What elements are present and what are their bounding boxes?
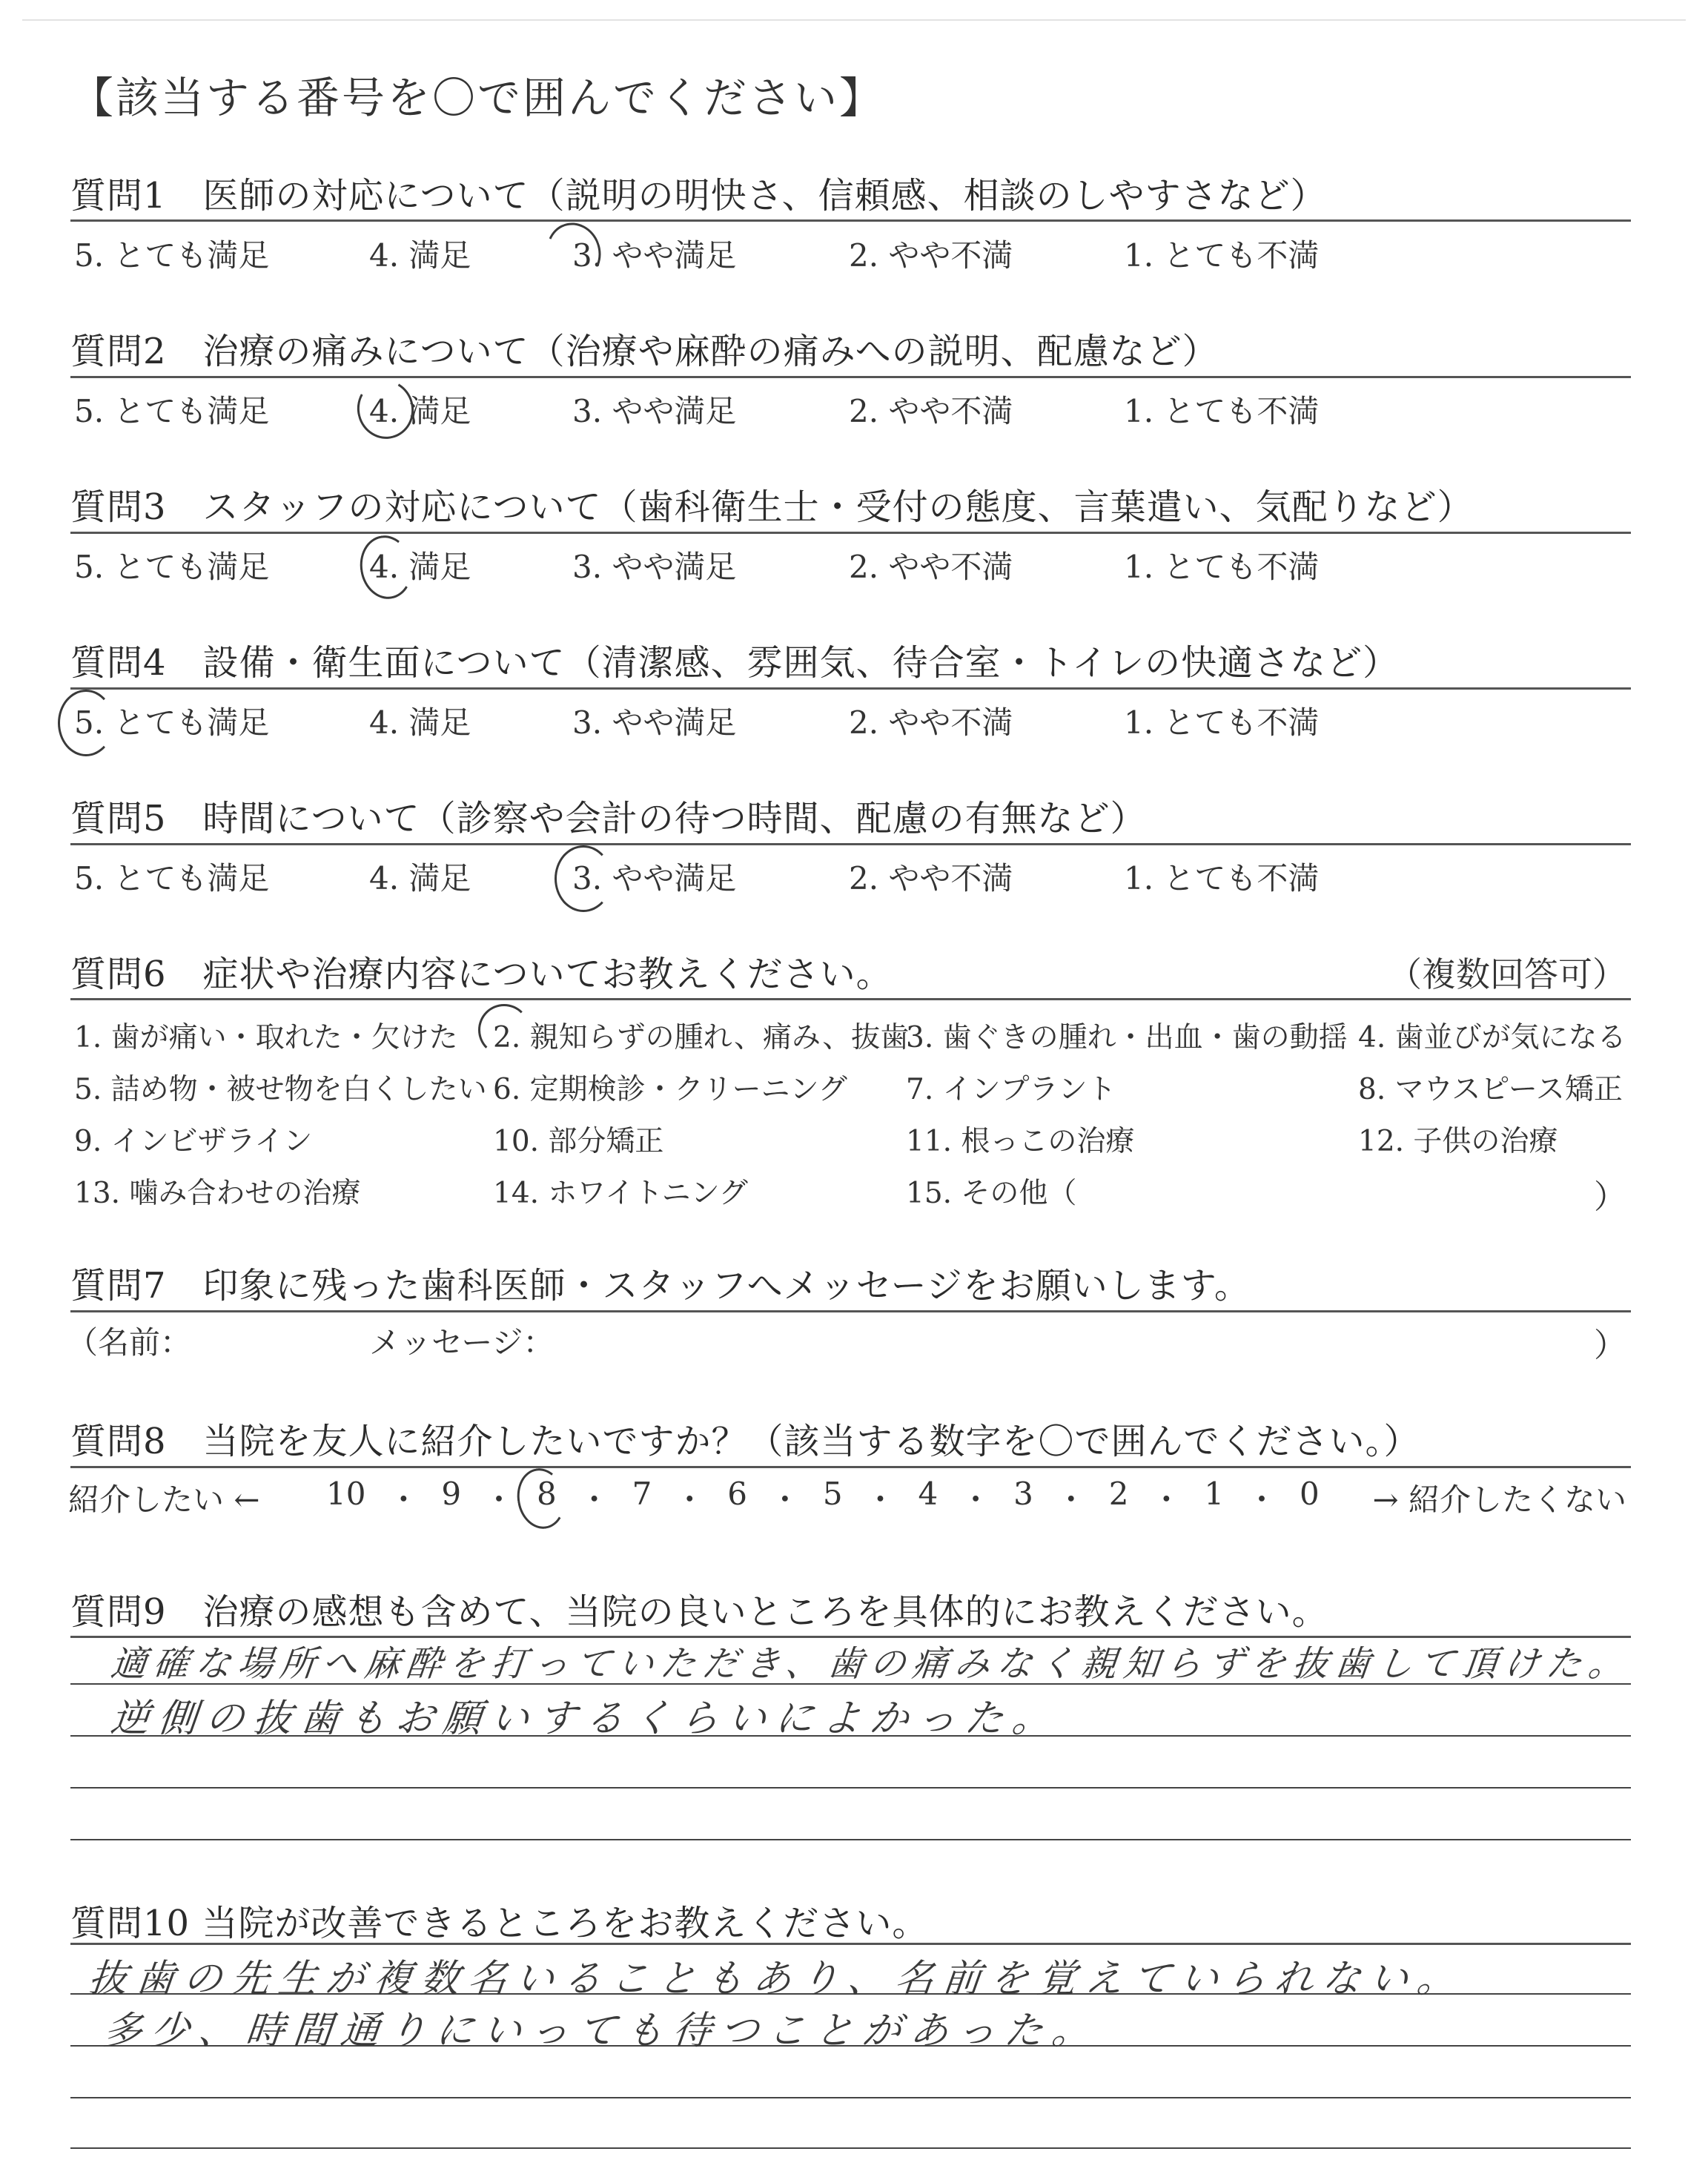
q6-option-5[interactable]: 5. 詰め物・被せ物を白くしたい: [74, 1073, 487, 1106]
q3-rule: [70, 532, 1631, 534]
q8-separator-dot: ・: [1055, 1482, 1087, 1518]
q8-title: 質問8 当院を友人に紹介したいですか？（該当する数字を〇で囲んでください。）: [70, 1421, 1420, 1462]
q8-separator-dot: ・: [864, 1482, 896, 1518]
q4-opt4[interactable]: 4. 満足: [369, 704, 471, 741]
q8-separator-dot: ・: [1246, 1482, 1278, 1518]
q5-opt1[interactable]: 1. とても不満: [1124, 860, 1320, 896]
q6-option-3[interactable]: 3. 歯ぐきの腫れ・出血・歯の動揺: [906, 1021, 1348, 1054]
q8-number-7[interactable]: 7: [632, 1476, 652, 1512]
q10-answer-line-1: 抜歯の先生が複数名いることもあり、名前を覚えていられない。: [86, 1957, 1467, 2001]
q6-option-8[interactable]: 8. マウスピース矯正: [1358, 1073, 1623, 1106]
q3-opt5[interactable]: 5. とても満足: [74, 549, 270, 585]
q7-name-label: （名前：: [67, 1324, 192, 1361]
q2-opt1[interactable]: 1. とても不満: [1124, 393, 1320, 429]
q6-option-2[interactable]: 2. 親知らずの腫れ、痛み、抜歯: [493, 1021, 910, 1054]
q1-opt2[interactable]: 2. やや不満: [849, 237, 1013, 274]
q5-title: 質問5 時間について（診察や会計の待つ時間、配慮の有無など）: [70, 798, 1147, 839]
q1-opt4[interactable]: 4. 満足: [369, 237, 471, 274]
q1-opt3[interactable]: 3. やや満足: [572, 237, 737, 274]
q4-selected-circle: [58, 690, 114, 756]
q8-separator-dot: ・: [674, 1482, 706, 1518]
q5-opt3[interactable]: 3. やや満足: [572, 860, 737, 896]
q5-opt2[interactable]: 2. やや不満: [849, 860, 1013, 896]
q3-opt4[interactable]: 4. 満足: [369, 549, 471, 585]
q2-opt2[interactable]: 2. やや不満: [849, 393, 1013, 429]
q10-writing-line-4: [70, 2147, 1631, 2149]
q8-number-4[interactable]: 4: [918, 1476, 939, 1512]
q8-separator-dot: ・: [483, 1482, 515, 1518]
q1-title: 質問1 医師の対応について（説明の明快さ、信頼感、相談のしやすさなど）: [70, 175, 1327, 217]
q8-left-label: 紹介したい ←: [68, 1482, 260, 1518]
q1-opt5[interactable]: 5. とても満足: [74, 237, 270, 274]
q6-option-11[interactable]: 11. 根っこの治療: [906, 1125, 1135, 1158]
q9-answer-line-1: 適確な場所へ麻酔を打っていただき、歯の痛みなく親知らずを抜歯して頂けた。: [108, 1643, 1633, 1685]
q8-separator-dot: ・: [578, 1482, 610, 1518]
q10-answer-line-2: 多少、時間通りにいっても待つことがあった。: [101, 2009, 1102, 2053]
q8-rule: [70, 1466, 1631, 1468]
q3-opt3[interactable]: 3. やや満足: [572, 549, 737, 585]
q8-number-1[interactable]: 1: [1204, 1476, 1225, 1512]
q8-separator-dot: ・: [769, 1482, 801, 1518]
q6-option-12[interactable]: 12. 子供の治療: [1358, 1125, 1558, 1158]
q6-option-14[interactable]: 14. ホワイトニング: [493, 1177, 748, 1210]
q3-opt1[interactable]: 1. とても不満: [1124, 549, 1320, 585]
q6-option-9[interactable]: 9. インビザライン: [74, 1125, 313, 1158]
q1-opt1[interactable]: 1. とても不満: [1124, 237, 1320, 274]
q6-multi-answer-note: （複数回答可）: [1388, 954, 1626, 994]
q8-separator-dot: ・: [960, 1482, 992, 1518]
q4-opt5[interactable]: 5. とても満足: [74, 704, 270, 741]
q5-selected-circle: [555, 845, 612, 912]
q10-title: 質問10 当院が改善できるところをお教えください。: [70, 1903, 929, 1944]
q3-opt2[interactable]: 2. やや不満: [849, 549, 1013, 585]
q9-title: 質問9 治療の感想も含めて、当院の良いところを具体的にお教えください。: [70, 1591, 1328, 1633]
q8-number-10[interactable]: 10: [326, 1476, 366, 1512]
q2-opt4[interactable]: 4. 満足: [369, 393, 471, 429]
q8-number-6[interactable]: 6: [727, 1476, 747, 1512]
q2-title: 質問2 治療の痛みについて（治療や麻酔の痛みへの説明、配慮など）: [70, 331, 1219, 372]
q6-option-1[interactable]: 1. 歯が痛い・取れた・欠けた: [74, 1021, 458, 1054]
q4-title: 質問4 設備・衛生面について（清潔感、雰囲気、待合室・トイレの快適さなど）: [70, 642, 1400, 684]
q8-number-scale: [326, 1476, 1320, 1520]
q5-opt5[interactable]: 5. とても満足: [74, 860, 270, 896]
q1-rule: [70, 219, 1631, 222]
q6-option-13[interactable]: 13. 噛み合わせの治療: [74, 1177, 361, 1210]
q7-close-paren: ）: [1594, 1327, 1626, 1364]
q6-option-6[interactable]: 6. 定期検診・クリーニング: [493, 1073, 847, 1106]
q8-separator-dot: ・: [388, 1482, 420, 1518]
q8-number-2[interactable]: 2: [1108, 1476, 1129, 1512]
q8-number-5[interactable]: 5: [822, 1476, 843, 1512]
q2-rule: [70, 376, 1631, 378]
q1-selected-circle: [538, 215, 609, 289]
top-border: [22, 19, 1686, 21]
q8-separator-dot: ・: [1151, 1482, 1182, 1518]
q8-right-label: → 紹介したくない: [1372, 1482, 1626, 1518]
q6-rule: [70, 998, 1631, 1000]
q8-number-3[interactable]: 3: [1013, 1476, 1033, 1512]
q6-other-close-paren: ）: [1594, 1178, 1626, 1216]
q4-opt3[interactable]: 3. やや満足: [572, 704, 737, 741]
q2-selected-circle: [351, 374, 420, 446]
q6-option-4[interactable]: 4. 歯並びが気になる: [1358, 1021, 1626, 1054]
q6-option-15[interactable]: 15. その他（: [906, 1177, 1077, 1210]
q6-option-10[interactable]: 10. 部分矯正: [493, 1125, 664, 1158]
q6-title: 質問6 症状や治療内容についてお教えください。: [70, 954, 893, 995]
q4-opt1[interactable]: 1. とても不満: [1124, 704, 1320, 741]
q4-opt2[interactable]: 2. やや不満: [849, 704, 1013, 741]
q10-rule: [70, 1943, 1631, 1945]
q4-rule: [70, 687, 1631, 690]
q6-option-7[interactable]: 7. インプラント: [906, 1073, 1116, 1106]
q5-opt4[interactable]: 4. 満足: [369, 860, 471, 896]
q8-number-9[interactable]: 9: [441, 1476, 462, 1512]
q8-selected-circle: [512, 1464, 569, 1533]
q10-writing-line-3: [70, 2097, 1631, 2098]
form-instruction: 【該当する番号を〇で囲んでください】: [70, 73, 885, 123]
q7-message-label: メッセージ：: [369, 1324, 555, 1361]
q9-writing-line-4: [70, 1839, 1631, 1840]
q5-rule: [70, 843, 1631, 845]
q8-number-0[interactable]: 0: [1299, 1476, 1320, 1512]
q8-number-8[interactable]: 8: [536, 1476, 557, 1512]
q7-rule: [70, 1310, 1631, 1312]
q9-answer-line-2: 逆側の抜歯もお願いするくらいによかった。: [108, 1697, 1062, 1741]
q9-writing-line-3: [70, 1787, 1631, 1789]
q6-selected-circle: [478, 1004, 530, 1056]
q2-opt5[interactable]: 5. とても満足: [74, 393, 270, 429]
q7-title: 質問7 印象に残った歯科医師・スタッフへメッセージをお願いします。: [70, 1265, 1251, 1307]
q2-opt3[interactable]: 3. やや満足: [572, 393, 737, 429]
q3-title: 質問3 スタッフの対応について（歯科衛生士・受付の態度、言葉遣い、気配りなど）: [70, 486, 1474, 528]
